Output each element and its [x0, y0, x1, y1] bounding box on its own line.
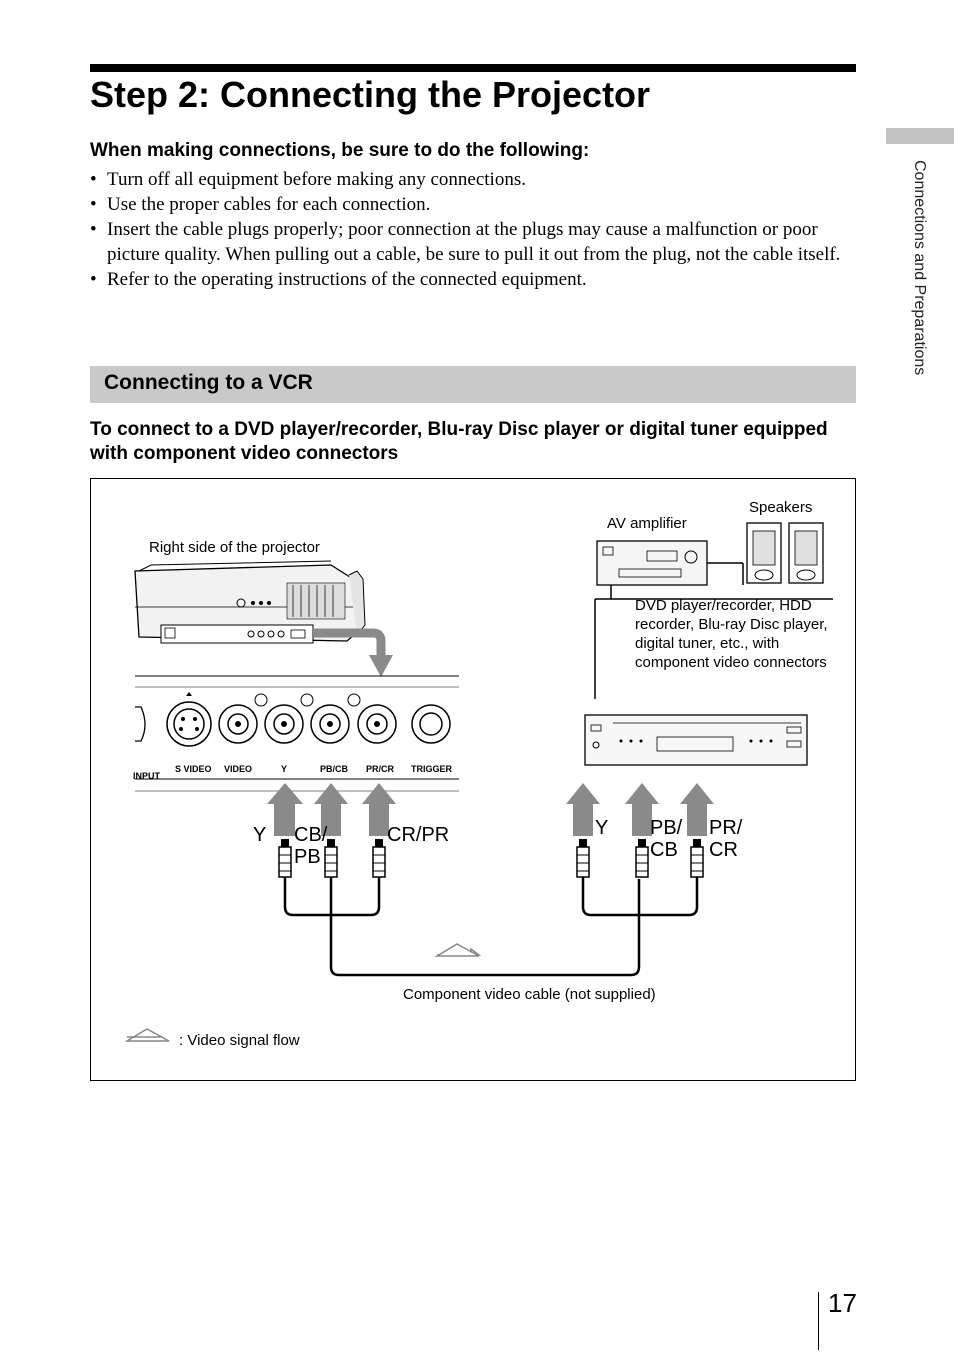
title-rule — [90, 64, 856, 72]
plug-projector-y — [279, 839, 291, 877]
list-item: • Use the proper cables for each connection. — [90, 194, 431, 215]
component-cable — [285, 877, 697, 975]
legend-arrow-icon — [127, 1029, 169, 1041]
bullet-marker: • — [90, 219, 97, 240]
precaution-list — [90, 167, 860, 292]
list-item: • Refer to the operating instructions of the connected equipment. — [90, 269, 587, 290]
side-tab-marker — [886, 128, 954, 144]
bullet-marker: • — [90, 169, 97, 190]
av-amplifier-label: AV amplifier — [607, 515, 687, 532]
player-plug-label-pb-cb: PB/ CB — [650, 817, 683, 861]
speakers-label: Speakers — [749, 499, 813, 516]
panel-input-label: INPUT — [133, 771, 160, 781]
zoom-arrow — [313, 633, 381, 657]
section-header — [90, 366, 856, 403]
projector-label: Right side of the projector — [149, 539, 320, 556]
plug-player-pr — [691, 839, 703, 877]
panel-video-label: VIDEO — [224, 764, 253, 774]
page-number-rule — [818, 1292, 819, 1350]
player-label: DVD player/recorder, HDD recorder, Blu-ray Disc player, digital tuner, etc., with component video connectors — [635, 597, 828, 671]
side-tab-label: Connections and Preparations — [911, 160, 928, 376]
bullet-marker: • — [90, 269, 97, 290]
connection-diagram — [90, 478, 856, 1081]
subsection-title: To connect to a DVD player/recorder, Blu-ray Disc player or digital tuner equipped with component video connectors — [90, 419, 828, 464]
intro-heading: When making connections, be sure to do the following: — [90, 140, 590, 161]
dvd-player-illustration — [585, 715, 807, 765]
bullet-marker: • — [90, 194, 97, 215]
plug-label-cr-pr: CR/PR — [387, 824, 450, 846]
plug-label-cb-pb: CB/ PB — [294, 824, 328, 868]
player-plug-label-y: Y — [595, 817, 609, 839]
page-title: Step 2: Connecting the Projector — [90, 74, 651, 115]
section-title: Connecting to a VCR — [104, 371, 313, 394]
legend-label: : Video signal flow — [179, 1032, 300, 1049]
player-plug-label-pr-cr: PR/ CR — [709, 817, 743, 861]
page-number: 17 — [828, 1288, 857, 1318]
cable-label: Component video cable (not supplied) — [403, 986, 656, 1003]
list-item: • Insert the cable plugs properly; poor connection at the plugs may cause a malfunction or poor picture quality. When pulling out a cable, be sure to pull it out from the plug, not the cable itself. — [90, 219, 841, 265]
panel-pbcb-label: PB/CB — [320, 764, 349, 774]
plug-label-y: Y — [253, 824, 267, 846]
plug-player-pb — [636, 839, 648, 877]
speakers-illustration — [747, 523, 823, 583]
plug-projector-pr — [373, 839, 385, 877]
panel-prcr-label: PR/CR — [366, 764, 395, 774]
list-item: • Turn off all equipment before making any connections. — [90, 169, 526, 190]
plug-player-y — [577, 839, 589, 877]
panel-svideo-label: S VIDEO — [175, 764, 212, 774]
panel-trigger-label: TRIGGER — [411, 764, 453, 774]
panel-y-label: Y — [281, 764, 288, 774]
